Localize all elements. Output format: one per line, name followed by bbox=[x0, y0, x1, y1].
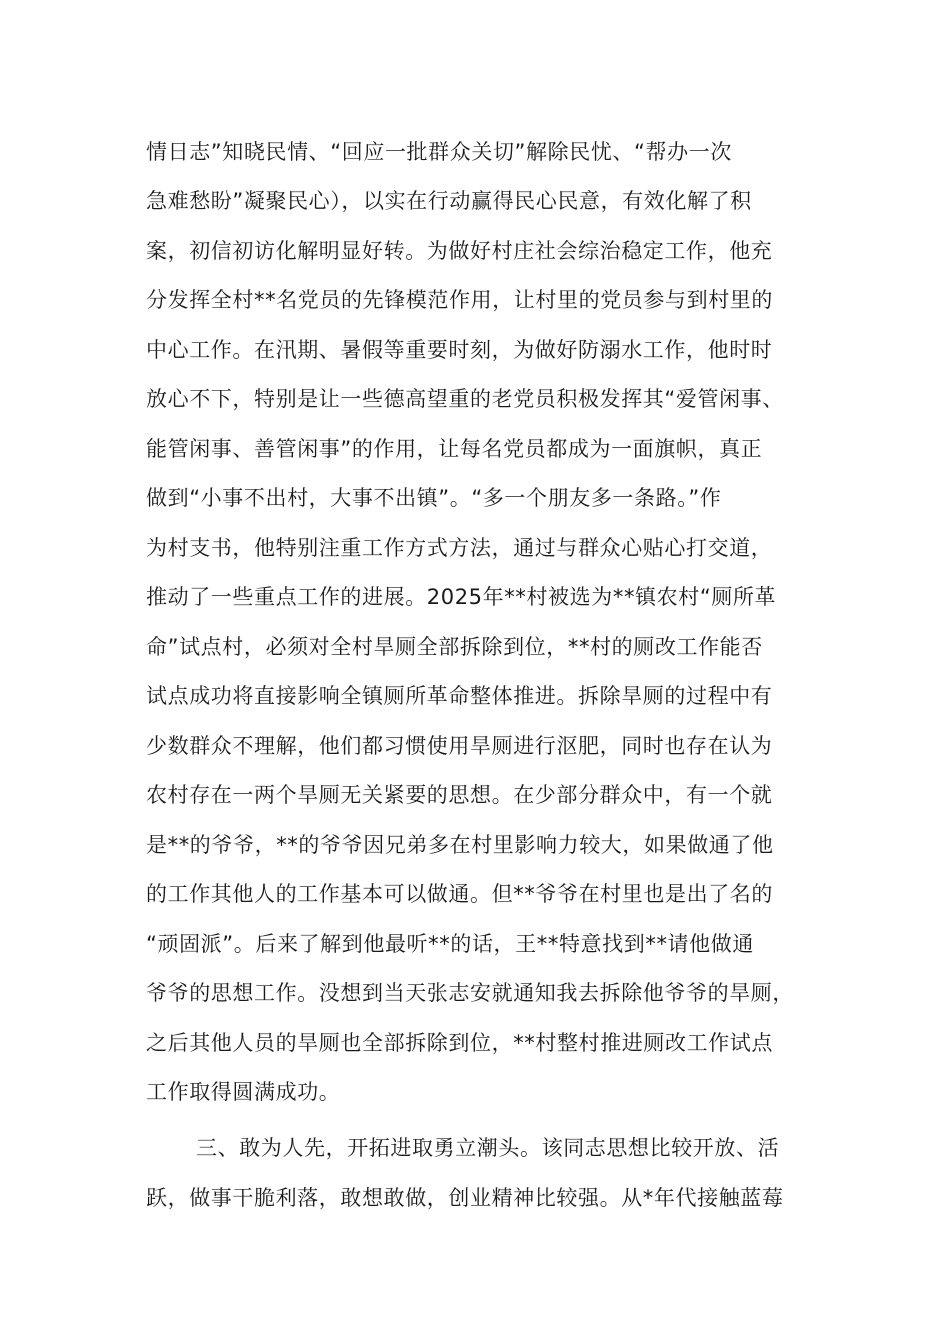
text-line: 之后其他人员的旱厕也全部拆除到位，**村整村推进厕改工作试点 bbox=[146, 1031, 773, 1055]
text-line: 情日志”知晓民情、“回应一批群众关切”解除民忧、“帮办一次 bbox=[146, 140, 732, 164]
text-line: 的工作其他人的工作基本可以做通。但**爷爷在村里也是出了名的 bbox=[146, 882, 773, 906]
text-line: 跃，做事干脆利落，敢想敢做，创业精神比较强。从*年代接触蓝莓 bbox=[146, 1186, 784, 1210]
text-line: 工作取得圆满成功。 bbox=[146, 1080, 341, 1104]
text-line: 是**的爷爷，**的爷爷因兄弟多在村里影响力较大，如果做通了他 bbox=[146, 833, 774, 857]
text-line: 案，初信初访化解明显好转。为做好村庄社会综治稳定工作，他充 bbox=[146, 239, 773, 263]
text-line: 为村支书，他特别注重工作方式方法，通过与群众心贴心打交道， bbox=[146, 536, 773, 560]
text-line: 放心不下，特别是让一些德高望重的老党员积极发挥其“爱管闲事、 bbox=[146, 387, 784, 411]
text-line: 推动了一些重点工作的进展。2025年**村被选为**镇农村“厕所革 bbox=[146, 585, 777, 609]
text-line: 分发挥全村**名党员的先锋模范作用，让村里的党员参与到村里的 bbox=[146, 288, 773, 312]
text-line: 命”试点村，必须对全村旱厕全部拆除到位，**村的厕改工作能否 bbox=[146, 635, 763, 659]
text-line: 能管闲事、善管闲事”的作用，让每名党员都成为一面旗帜，真正 bbox=[146, 437, 763, 461]
text-line: 做到“小事不出村，大事不出镇”。“多一个朋友多一条路。”作 bbox=[146, 486, 722, 510]
text-line: 急难愁盼”凝聚民心），以实在行动赢得民心民意，有效化解了积 bbox=[146, 189, 752, 213]
text-line: 试点成功将直接影响全镇厕所革命整体推进。拆除旱厕的过程中有 bbox=[146, 684, 773, 708]
text-line: “顽固派”。后来了解到他最听**的话，王**特意找到**请他做通 bbox=[146, 932, 754, 956]
section-heading-line: 三、敢为人先，开拓进取勇立潮头。该同志思想比较开放、活 bbox=[196, 1136, 780, 1160]
text-line: 爷爷的思想工作。没想到当天张志安就通知我去拆除他爷爷的旱厕， bbox=[146, 981, 794, 1005]
text-line: 农村存在一两个旱厕无关紧要的思想。在少部分群众中，有一个就 bbox=[146, 783, 773, 807]
text-line: 少数群众不理解，他们都习惯使用旱厕进行沤肥，同时也存在认为 bbox=[146, 734, 773, 758]
text-line: 中心工作。在汛期、暑假等重要时刻，为做好防溺水工作，他时时 bbox=[146, 338, 773, 362]
